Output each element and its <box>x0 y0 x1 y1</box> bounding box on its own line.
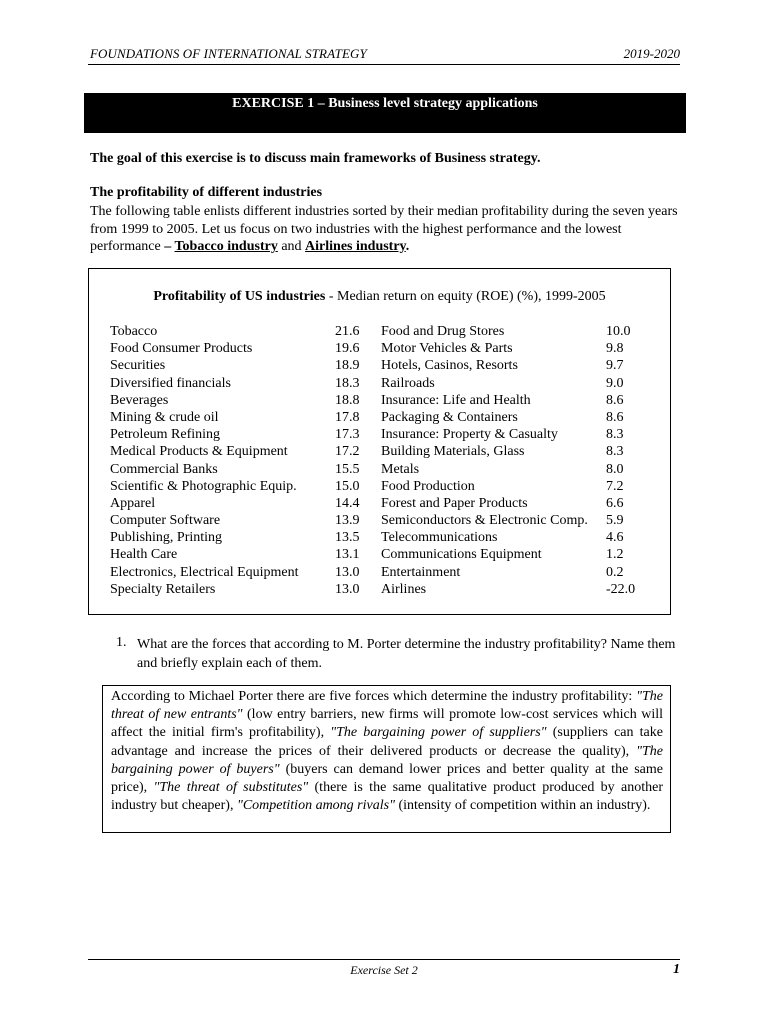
industry-name: Packaging & Containers <box>381 409 518 425</box>
section-heading: The profitability of different industries <box>90 185 323 200</box>
answer-intro: According to Michael Porter there are five forces which determine the industry profitability: <box>111 689 637 704</box>
industry-name: Metals <box>381 461 420 477</box>
answer-part-3: (buyers can demand lower prices and better quality at the same price), <box>111 761 663 796</box>
tobacco-industry-link: Tobacco industry <box>174 239 278 254</box>
industry-name: Diversified financials <box>110 375 231 391</box>
industry-name: Telecommunications <box>381 530 498 546</box>
answer-part-4: (there is the same qualitative product produced by another industry but cheaper), <box>111 780 663 814</box>
intro-text: The following table enlists different industries sorted by their median profitability during the seven years from 1999 to 2005. Let us focus on two industries with the highest performance and the lowest performance <box>90 204 678 254</box>
industry-name: Tobacco <box>110 324 158 339</box>
intro-dash: – <box>160 239 175 254</box>
answer-part-5: (intensity of competition within an industry). <box>394 798 651 814</box>
industry-name: Airlines <box>381 581 427 597</box>
roe-value: 17.2 <box>335 444 360 460</box>
industry-name: Health Care <box>110 547 178 563</box>
roe-value: 18.8 <box>335 392 360 408</box>
roe-value: 18.3 <box>335 375 360 391</box>
table-title <box>89 289 670 305</box>
roe-value: 9.0 <box>606 375 624 391</box>
industry-name: Medical Products & Equipment <box>110 444 288 460</box>
force-buyer-power: "The bargaining power of buyers" <box>111 743 663 777</box>
roe-value: 18.9 <box>335 358 360 374</box>
answer-box <box>102 685 671 833</box>
roe-value: 7.2 <box>606 478 624 494</box>
industry-name: Building Materials, Glass <box>381 444 525 460</box>
industry-name: Communications Equipment <box>381 547 542 563</box>
industry-name: Commercial Banks <box>110 461 218 477</box>
table-title-bold: Profitability of US industries <box>153 289 326 304</box>
airlines-industry-link: Airlines industry <box>305 239 406 254</box>
roe-value: 14.4 <box>335 495 360 511</box>
header-year: 2019-2020 <box>623 46 680 61</box>
page-number: 1 <box>673 962 680 977</box>
roe-value: 13.0 <box>335 581 360 597</box>
section-intro <box>90 203 680 256</box>
industry-name: Semiconductors & Electronic Comp. <box>381 513 588 529</box>
roe-value: 10.0 <box>606 324 631 339</box>
roe-value: -22.0 <box>606 581 636 597</box>
industry-name: Motor Vehicles & Parts <box>381 341 513 357</box>
roe-value: 0.2 <box>606 564 624 580</box>
right-industry-column <box>381 323 588 598</box>
roe-value: 1.2 <box>606 547 624 563</box>
roe-value: 21.6 <box>335 324 360 339</box>
industry-name: Railroads <box>381 375 435 391</box>
roe-value: 5.9 <box>606 513 624 529</box>
roe-value: 8.6 <box>606 409 624 425</box>
industry-name: Food and Drug Stores <box>381 324 505 339</box>
roe-value: 17.8 <box>335 409 360 425</box>
roe-value: 15.0 <box>335 478 360 494</box>
roe-value: 13.9 <box>335 513 360 529</box>
roe-value: 6.6 <box>606 495 624 511</box>
industry-name: Computer Software <box>110 513 221 529</box>
industry-name: Petroleum Refining <box>110 427 221 443</box>
footer-divider <box>88 959 680 960</box>
roe-value: 4.6 <box>606 530 624 546</box>
industry-name: Electronics, Electrical Equipment <box>110 564 299 580</box>
force-supplier-power: "The bargaining power of suppliers" <box>330 725 547 741</box>
header-divider <box>88 64 680 65</box>
right-value-column <box>606 323 635 598</box>
exercise-banner: EXERCISE 1 – Business level strategy applications <box>84 93 686 133</box>
intro-and: and <box>277 239 306 254</box>
roe-value: 8.0 <box>606 461 624 477</box>
industry-name: Food Production <box>381 478 475 494</box>
industry-name: Hotels, Casinos, Resorts <box>381 358 518 374</box>
industry-name: Mining & crude oil <box>110 409 219 425</box>
goal-statement: The goal of this exercise is to discuss main frameworks of Business strategy. <box>90 151 541 166</box>
industry-name: Specialty Retailers <box>110 581 216 597</box>
footer-title: Exercise Set 2 <box>350 963 418 977</box>
industry-name: Insurance: Property & Casualty <box>381 427 558 443</box>
answer-part-2: (suppliers can take advantage and increase the prices of their delivered products or decrease the quality), <box>111 725 663 759</box>
industry-name: Apparel <box>110 495 156 511</box>
roe-value: 13.5 <box>335 530 360 546</box>
roe-value: 19.6 <box>335 341 360 357</box>
intro-end: . <box>405 239 410 254</box>
industry-name: Forest and Paper Products <box>381 495 528 511</box>
industry-name: Publishing, Printing <box>110 530 223 546</box>
answer-part-1: (low entry barriers, new firms will promote low-cost services which will affect the initial firm's profitability), <box>111 707 663 741</box>
question-number: 1. <box>116 635 127 650</box>
roe-value: 13.0 <box>335 564 360 580</box>
roe-value: 9.7 <box>606 358 624 374</box>
roe-value: 15.5 <box>335 461 360 477</box>
force-new-entrants: "The threat of new entrants" <box>111 689 663 723</box>
industry-name: Securities <box>110 358 166 374</box>
table-title-rest: - Median return on equity (ROE) (%), 1999-2005 <box>325 289 606 304</box>
roe-value: 9.8 <box>606 341 624 357</box>
profitability-table <box>88 268 671 615</box>
industry-name: Beverages <box>110 392 169 408</box>
question-text: What are the forces that according to M. Porter determine the industry profitability? Name them and briefly explain each of them. <box>137 637 676 671</box>
force-rivalry: "Competition among rivals" <box>236 798 395 814</box>
industry-name: Insurance: Life and Health <box>381 392 531 408</box>
force-substitutes: "The threat of substitutes" <box>153 780 309 796</box>
roe-value: 17.3 <box>335 427 360 443</box>
roe-value: 13.1 <box>335 547 360 563</box>
left-value-column <box>335 323 360 598</box>
industry-name: Food Consumer Products <box>110 341 253 357</box>
roe-value: 8.3 <box>606 427 624 443</box>
left-industry-column <box>110 323 299 598</box>
header-course-title: FOUNDATIONS OF INTERNATIONAL STRATEGY <box>90 46 367 61</box>
industry-name: Entertainment <box>381 564 461 580</box>
roe-value: 8.6 <box>606 392 624 408</box>
industry-name: Scientific & Photographic Equip. <box>110 478 297 494</box>
roe-value: 8.3 <box>606 444 624 460</box>
